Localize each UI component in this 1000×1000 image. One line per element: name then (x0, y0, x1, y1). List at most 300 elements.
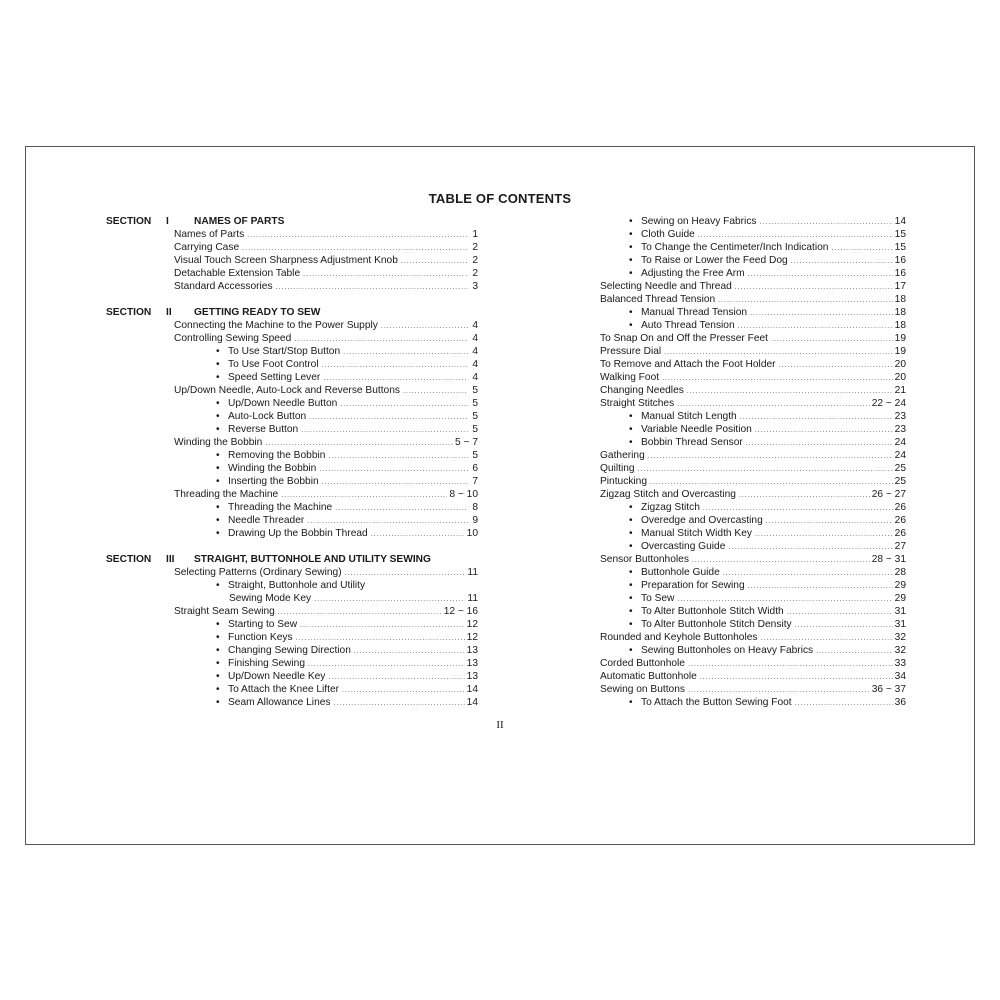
bullet-icon: • (216, 502, 220, 513)
toc-entry[interactable] (106, 228, 478, 241)
entry-page: 4 (472, 372, 478, 383)
bullet-icon: • (629, 411, 633, 422)
dot-leader (677, 397, 870, 411)
bullet-icon: • (216, 372, 220, 383)
section-spacer (106, 293, 478, 306)
entry-title (229, 592, 311, 605)
entry-page: 26 (894, 502, 906, 513)
toc-entry[interactable] (600, 566, 906, 579)
entry-page: 12 (466, 632, 478, 643)
entry-page: 31 (894, 606, 906, 617)
entry-text: Threading the Machine (228, 502, 333, 513)
toc-entry[interactable] (106, 592, 478, 605)
entry-page: 24 (894, 450, 906, 461)
toc-entry[interactable] (106, 358, 478, 371)
entry-text: Seam Allowance Lines (228, 697, 331, 708)
entry-text: Manual Stitch Width Key (641, 528, 752, 539)
toc-entry[interactable] (600, 527, 906, 540)
entry-title (600, 475, 647, 488)
entry-text: Zigzag Stitch (641, 502, 700, 513)
toc-entry[interactable] (600, 293, 906, 306)
entry-text: Up/Down Needle Key (228, 671, 326, 682)
dot-leader (314, 592, 465, 606)
entry-page: 16 (894, 255, 906, 266)
bullet-icon: • (216, 463, 220, 474)
toc-entry[interactable] (106, 501, 478, 514)
dot-leader (771, 332, 893, 346)
toc-entry[interactable] (106, 605, 478, 618)
entry-title (629, 410, 737, 423)
entry-title (629, 254, 788, 267)
dot-leader (342, 683, 465, 697)
dot-leader (278, 605, 442, 619)
dot-leader (692, 553, 870, 567)
dot-leader (698, 228, 893, 242)
entry-page: 4 (472, 320, 478, 331)
entry-title (629, 267, 745, 280)
entry-title (629, 644, 813, 657)
entry-text: To Remove and Attach the Foot Holder (600, 359, 776, 370)
toc-entry[interactable] (600, 397, 906, 410)
entry-title (629, 436, 743, 449)
section-label: SECTION (106, 554, 152, 565)
entry-title (174, 241, 239, 254)
entry-text: To Use Start/Stop Button (228, 346, 341, 357)
section-title: GETTING READY TO SEW (194, 307, 321, 318)
entry-title (600, 657, 685, 670)
toc-entry[interactable] (600, 618, 906, 631)
toc-left-column (106, 215, 478, 709)
entry-title (600, 358, 776, 371)
dot-leader (340, 397, 468, 411)
entry-title (174, 280, 273, 293)
entry-page: 7 (472, 476, 478, 487)
dot-leader (662, 371, 893, 385)
bullet-icon: • (629, 645, 633, 656)
toc-entry[interactable] (600, 501, 906, 514)
entry-title (216, 631, 293, 644)
entry-page: 20 (894, 372, 906, 383)
toc-entry[interactable] (106, 332, 478, 345)
entry-text: Zigzag Stitch and Overcasting (600, 489, 736, 500)
toc-entry[interactable] (106, 449, 478, 462)
toc-entry[interactable] (106, 319, 478, 332)
dot-leader (307, 514, 468, 528)
entry-title (174, 566, 342, 579)
toc-entry[interactable] (600, 579, 906, 592)
entry-title (216, 501, 332, 514)
bullet-icon: • (216, 476, 220, 487)
entry-page: 9 (472, 515, 478, 526)
entry-title (216, 358, 319, 371)
dot-leader (319, 462, 468, 476)
toc-entry[interactable] (600, 592, 906, 605)
entry-page: 5 (472, 450, 478, 461)
bullet-icon: • (629, 619, 633, 630)
toc-entry[interactable] (600, 267, 906, 280)
entry-text: Pressure Dial (600, 346, 662, 357)
entry-title (629, 319, 735, 332)
entry-page: 2 (472, 268, 478, 279)
entry-title (600, 631, 757, 644)
bullet-icon: • (629, 229, 633, 240)
entry-page: 32 (894, 632, 906, 643)
toc-entry[interactable] (106, 254, 478, 267)
entry-page: 11 (467, 567, 478, 578)
dot-leader (265, 436, 453, 450)
entry-page: 36 ~ 37 (871, 684, 906, 695)
entry-title (174, 384, 400, 397)
entry-text: Selecting Needle and Thread (600, 281, 732, 292)
entry-page: 23 (894, 411, 906, 422)
entry-text: Up/Down Needle Button (228, 398, 338, 409)
entry-text: Sewing on Heavy Fabrics (641, 216, 757, 227)
bullet-icon: • (629, 320, 633, 331)
entry-title (216, 644, 351, 657)
entry-text: Changing Needles (600, 385, 684, 396)
section-number: II (166, 307, 172, 318)
dot-leader (687, 384, 893, 398)
entry-text: Controlling Sewing Speed (174, 333, 292, 344)
entry-text: Carrying Case (174, 242, 240, 253)
toc-entry[interactable] (600, 475, 906, 488)
toc-entry[interactable] (600, 319, 906, 332)
toc-entry[interactable] (600, 436, 906, 449)
entry-title (174, 436, 262, 449)
toc-entry[interactable] (600, 670, 906, 683)
section-spacer (106, 540, 478, 553)
entry-title (174, 254, 398, 267)
toc-entry[interactable] (106, 566, 478, 579)
entry-text: To Alter Buttonhole Stitch Density (641, 619, 792, 630)
toc-entry[interactable] (106, 488, 478, 501)
entry-title (629, 241, 828, 254)
entry-page: 33 (894, 658, 906, 669)
toc-entry[interactable] (106, 670, 478, 683)
entry-title (216, 670, 325, 683)
entry-page: 13 (466, 645, 478, 656)
dot-leader (760, 631, 892, 645)
entry-text: Up/Down Needle, Auto-Lock and Reverse Buttons (174, 385, 400, 396)
entry-text: Winding the Bobbin (228, 463, 317, 474)
toc-entry[interactable] (600, 241, 906, 254)
toc-entry[interactable] (600, 605, 906, 618)
section-label: SECTION (106, 307, 152, 318)
entry-title (216, 410, 306, 423)
toc-entry[interactable] (106, 618, 478, 631)
bullet-icon: • (216, 359, 220, 370)
entry-title (174, 319, 378, 332)
toc-entry[interactable] (600, 540, 906, 553)
toc-entry[interactable] (600, 657, 906, 670)
dot-leader (748, 579, 893, 593)
entry-title (629, 618, 792, 631)
toc-entry[interactable] (106, 579, 478, 592)
dot-leader (322, 358, 468, 372)
entry-text: Pintucking (600, 476, 648, 487)
entry-page: 13 (466, 671, 478, 682)
entry-title (216, 579, 365, 592)
toc-entry[interactable] (600, 215, 906, 228)
toc-entry[interactable] (106, 423, 478, 436)
entry-text: To Change the Centimeter/Inch Indication (641, 242, 829, 253)
entry-page: 5 (472, 398, 478, 409)
dot-leader (728, 540, 892, 554)
entry-text: Threading the Machine (174, 489, 279, 500)
bullet-icon: • (629, 502, 633, 513)
bullet-icon: • (629, 515, 633, 526)
dot-leader (688, 683, 870, 697)
bullet-icon: • (216, 619, 220, 630)
entry-text: To Attach the Button Sewing Foot (641, 697, 792, 708)
toc-entry[interactable] (600, 410, 906, 423)
section-title: STRAIGHT, BUTTONHOLE AND UTILITY SEWING (194, 554, 431, 565)
entry-text: Speed Setting Lever (228, 372, 321, 383)
toc-entry[interactable] (106, 696, 478, 709)
dot-leader (703, 501, 893, 515)
entry-text: To Snap On and Off the Presser Feet (600, 333, 768, 344)
dot-leader (296, 631, 465, 645)
entry-page: 11 (467, 593, 478, 604)
dot-leader (650, 475, 893, 489)
dot-leader (294, 332, 468, 346)
toc-entry[interactable] (106, 475, 478, 488)
entry-page: 18 (894, 320, 906, 331)
dot-leader (301, 423, 468, 437)
toc-entry[interactable] (600, 696, 906, 709)
toc-entry[interactable] (600, 462, 906, 475)
entry-title (600, 371, 659, 384)
entry-page: 25 (894, 463, 906, 474)
toc-entry[interactable] (106, 514, 478, 527)
toc-entry[interactable] (106, 280, 478, 293)
dot-leader (750, 306, 893, 320)
entry-title (216, 371, 320, 384)
section-label: SECTION (106, 216, 152, 227)
dot-leader (740, 410, 893, 424)
entry-title (629, 605, 784, 618)
entry-page: 21 (894, 385, 906, 396)
section-heading (106, 306, 478, 319)
dot-leader (638, 462, 893, 476)
toc-entry[interactable] (106, 410, 478, 423)
dot-leader (755, 527, 893, 541)
bullet-icon: • (216, 515, 220, 526)
toc-entry[interactable] (106, 384, 478, 397)
dot-leader (323, 371, 468, 385)
entry-title (600, 332, 768, 345)
toc-entry[interactable] (106, 631, 478, 644)
entry-title (216, 423, 298, 436)
entry-page: 16 (894, 268, 906, 279)
entry-text: To Attach the Knee Lifter (228, 684, 340, 695)
entry-title (629, 540, 725, 553)
page-title: TABLE OF CONTENTS (428, 191, 572, 206)
entry-page: 5 ~ 7 (455, 437, 478, 448)
section-number: I (166, 216, 169, 227)
entry-title (216, 397, 337, 410)
toc-entry[interactable] (106, 683, 478, 696)
dot-leader (766, 514, 893, 528)
toc-entry[interactable] (106, 267, 478, 280)
toc-entry[interactable] (106, 644, 478, 657)
toc-entry[interactable] (600, 683, 906, 696)
toc-entry[interactable] (106, 527, 478, 540)
section-heading (106, 215, 478, 228)
entry-text: Manual Thread Tension (641, 307, 748, 318)
bullet-icon: • (216, 580, 220, 591)
toc-entry[interactable] (600, 345, 906, 358)
bullet-icon: • (216, 411, 220, 422)
entry-page: 24 (894, 437, 906, 448)
dot-leader (677, 592, 892, 606)
toc-entry[interactable] (600, 358, 906, 371)
toc-entry[interactable] (106, 371, 478, 384)
dot-leader (281, 488, 447, 502)
entry-title (600, 397, 674, 410)
entry-page: 5 (472, 411, 478, 422)
toc-entry[interactable] (600, 280, 906, 293)
entry-title (629, 514, 763, 527)
toc-entry[interactable] (600, 423, 906, 436)
entry-text: Preparation for Sewing (641, 580, 745, 591)
entry-page: 28 (894, 567, 906, 578)
toc-entry[interactable] (600, 514, 906, 527)
dot-leader (791, 254, 893, 268)
entry-title (216, 514, 304, 527)
entry-title (629, 215, 757, 228)
dot-leader (276, 280, 468, 294)
entry-page: 14 (466, 684, 478, 695)
toc-entry[interactable] (106, 397, 478, 410)
entry-page: 34 (894, 671, 906, 682)
dot-leader (322, 475, 468, 489)
toc-entry[interactable] (600, 306, 906, 319)
entry-text: Overedge and Overcasting (641, 515, 763, 526)
dot-leader (746, 436, 893, 450)
toc-entry[interactable] (600, 449, 906, 462)
toc-entry[interactable] (106, 462, 478, 475)
entry-title (216, 475, 319, 488)
dot-leader (328, 449, 468, 463)
dot-leader (381, 319, 468, 333)
entry-text: Reverse Button (228, 424, 299, 435)
dot-leader (779, 358, 893, 372)
toc-entry[interactable] (600, 384, 906, 397)
dot-leader (247, 228, 468, 242)
entry-text: Starting to Sew (228, 619, 298, 630)
entry-title (600, 488, 736, 501)
entry-text: Sewing on Buttons (600, 684, 685, 695)
entry-page: 4 (472, 359, 478, 370)
dot-leader (371, 527, 465, 541)
toc-entry[interactable] (600, 371, 906, 384)
dot-leader (303, 267, 468, 281)
entry-page: 32 (894, 645, 906, 656)
entry-page: 15 (894, 229, 906, 240)
bullet-icon: • (629, 541, 633, 552)
entry-text: Adjusting the Free Arm (641, 268, 745, 279)
entry-page: 22 ~ 24 (871, 398, 906, 409)
toc-entry[interactable] (106, 241, 478, 254)
entry-text: Auto-Lock Button (228, 411, 307, 422)
toc-entry[interactable] (106, 657, 478, 670)
dot-leader (739, 488, 870, 502)
dot-leader (795, 696, 893, 710)
bullet-icon: • (629, 307, 633, 318)
bullet-icon: • (629, 216, 633, 227)
dot-leader (760, 215, 893, 229)
entry-page: 26 ~ 27 (871, 489, 906, 500)
entry-text: Corded Buttonhole (600, 658, 685, 669)
entry-title (629, 527, 752, 540)
toc-entry[interactable] (600, 254, 906, 267)
entry-text: Visual Touch Screen Sharpness Adjustment Knob (174, 255, 398, 266)
toc-entry[interactable] (600, 488, 906, 501)
entry-text: Cloth Guide (641, 229, 695, 240)
entry-title (174, 332, 291, 345)
entry-page: 26 (894, 515, 906, 526)
entry-page: 13 (466, 658, 478, 669)
entry-text: To Raise or Lower the Feed Dog (641, 255, 788, 266)
entry-text: To Sew (641, 593, 675, 604)
dot-leader (403, 384, 468, 398)
entry-title (600, 449, 645, 462)
toc-entry[interactable] (600, 332, 906, 345)
dot-leader (242, 241, 468, 255)
bullet-icon: • (629, 593, 633, 604)
entry-page: 12 ~ 16 (443, 606, 478, 617)
entry-page: 6 (472, 463, 478, 474)
toc-entry[interactable] (106, 436, 478, 449)
toc-entry[interactable] (106, 345, 478, 358)
entry-title (600, 462, 635, 475)
entry-text: Finishing Sewing (228, 658, 306, 669)
manual-page (25, 146, 975, 845)
entry-text: Drawing Up the Bobbin Thread (228, 528, 368, 539)
entry-text: Sewing Buttonholes on Heavy Fabrics (641, 645, 814, 656)
dot-leader (816, 644, 893, 658)
entry-text: Balanced Thread Tension (600, 294, 716, 305)
entry-page: 15 (894, 242, 906, 253)
dot-leader (723, 566, 893, 580)
entry-page: 2 (472, 242, 478, 253)
entry-title (600, 670, 697, 683)
toc-entry[interactable] (600, 631, 906, 644)
entry-title (629, 696, 792, 709)
bullet-icon: • (216, 424, 220, 435)
entry-page: 14 (894, 216, 906, 227)
section-title: NAMES OF PARTS (194, 216, 285, 227)
section-heading (106, 553, 478, 566)
toc-entry[interactable] (600, 553, 906, 566)
entry-text: Detachable Extension Table (174, 268, 301, 279)
dot-leader (664, 345, 893, 359)
entry-title (629, 423, 752, 436)
bullet-icon: • (629, 697, 633, 708)
entry-page: 29 (894, 593, 906, 604)
toc-entry[interactable] (600, 644, 906, 657)
entry-page: 27 (894, 541, 906, 552)
entry-text: Connecting the Machine to the Power Supply (174, 320, 378, 331)
entry-title (629, 579, 745, 592)
entry-title (174, 488, 278, 501)
dot-leader (308, 657, 465, 671)
entry-title (629, 592, 674, 605)
entry-text: Bobbin Thread Sensor (641, 437, 743, 448)
toc-entry[interactable] (600, 228, 906, 241)
entry-page: 17 (894, 281, 906, 292)
